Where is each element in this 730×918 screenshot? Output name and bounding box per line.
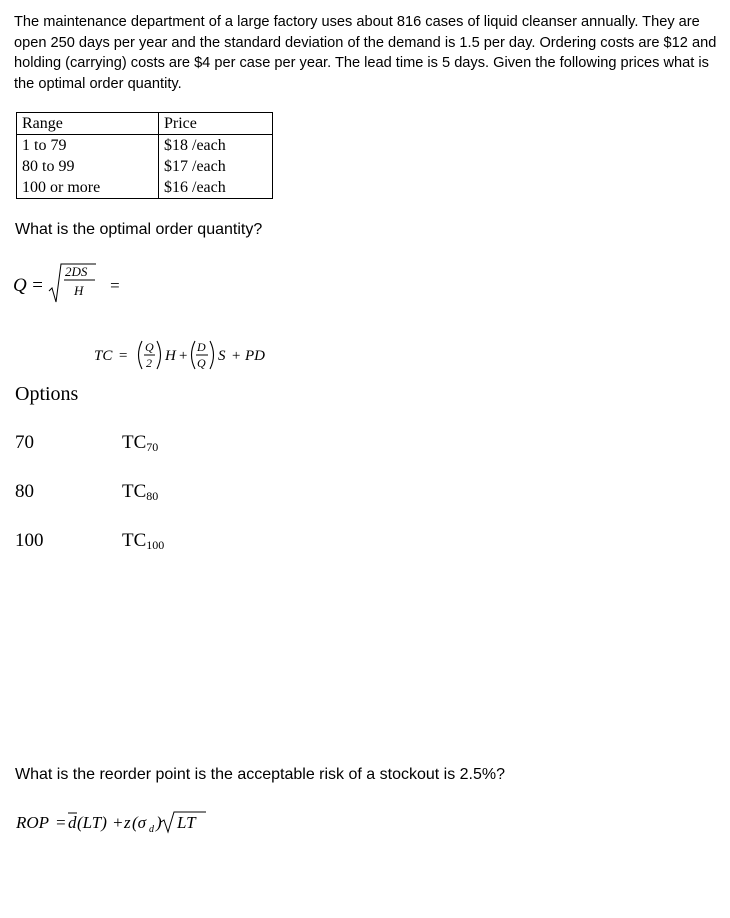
tc-pd: PD — [245, 348, 265, 364]
options-title: Options — [15, 383, 79, 405]
tc-label: TC — [122, 481, 147, 502]
eoq-equals: = — [31, 275, 44, 296]
option-value-80: 80 — [15, 481, 34, 502]
option-tc-70 — [122, 432, 158, 455]
tc-q-numerator: Q — [145, 340, 154, 354]
eoq-trailing-equals: = — [109, 276, 121, 295]
range-cell: 1 to 79 — [17, 135, 159, 157]
table-row — [17, 156, 273, 177]
rop-plus: + — [112, 813, 124, 832]
question-optimal-quantity: What is the optimal order quantity? — [15, 221, 263, 238]
price-cell: $16 /each — [159, 177, 273, 199]
price-header: Price — [159, 113, 273, 135]
tc-plus-1: + — [178, 348, 189, 364]
tc-subscript: 70 — [146, 440, 159, 454]
eoq-denominator: H — [74, 283, 84, 298]
rop-formula — [16, 808, 246, 836]
question-reorder-point: What is the reorder point is the acceptable risk of a stockout is 2.5%? — [15, 766, 506, 783]
paren-right — [157, 341, 161, 369]
price-cell: $18 /each — [159, 135, 273, 157]
tc-two-denominator: 2 — [146, 356, 152, 370]
option-value-100: 100 — [15, 530, 44, 551]
tc-equals: = — [118, 348, 129, 364]
eoq-numerator: 2DS — [65, 264, 88, 279]
price-table-header — [17, 113, 273, 135]
rop-lead-time: (LT) — [77, 813, 107, 832]
option-value-70: 70 — [15, 432, 34, 453]
table-row — [17, 177, 273, 199]
rop-z: z — [124, 813, 131, 832]
tc-h: H — [165, 348, 176, 364]
tc-label: TC — [122, 432, 147, 453]
rop-equals: = — [55, 813, 67, 832]
rop-close-paren: ) — [156, 813, 162, 832]
table-row — [17, 135, 273, 157]
tc-d-numerator: D — [197, 340, 206, 354]
range-header: Range — [17, 113, 159, 135]
tc-label: TC — [122, 530, 147, 551]
tc-s: S — [218, 348, 226, 364]
tc-lhs: TC — [94, 348, 113, 364]
range-cell: 80 to 99 — [17, 156, 159, 177]
rop-sqrt-lt: LT — [177, 813, 196, 832]
rop-lhs: ROP — [16, 813, 50, 832]
eoq-formula — [13, 258, 153, 308]
tc-q-denominator: Q — [197, 356, 206, 370]
option-tc-100 — [122, 530, 164, 553]
tc-plus-2: + — [231, 348, 242, 364]
eoq-lhs: Q — [13, 275, 27, 296]
range-cell: 100 or more — [17, 177, 159, 199]
rop-sigma-sub: d — [149, 824, 154, 835]
problem-statement: The maintenance department of a large factory uses about 816 cases of liquid cleanser annually. They are open 250 days per year and the standard deviation of the demand is 1.5 per day. Ordering costs are $12 and holding (carrying) costs are $4 per case per year. The lead time is 5 days. Given the following prices what is the optimal order quantity. — [14, 14, 717, 92]
paren-right — [210, 341, 214, 369]
paren-left — [192, 341, 196, 369]
total-cost-formula — [94, 336, 314, 376]
paren-left — [139, 341, 143, 369]
option-tc-80 — [122, 481, 158, 504]
rop-dbar: d — [68, 813, 77, 832]
price-cell: $17 /each — [159, 156, 273, 177]
rop-sigma: (σ — [132, 813, 147, 832]
tc-subscript: 100 — [146, 538, 165, 552]
tc-subscript: 80 — [146, 489, 159, 503]
price-table — [16, 112, 273, 199]
